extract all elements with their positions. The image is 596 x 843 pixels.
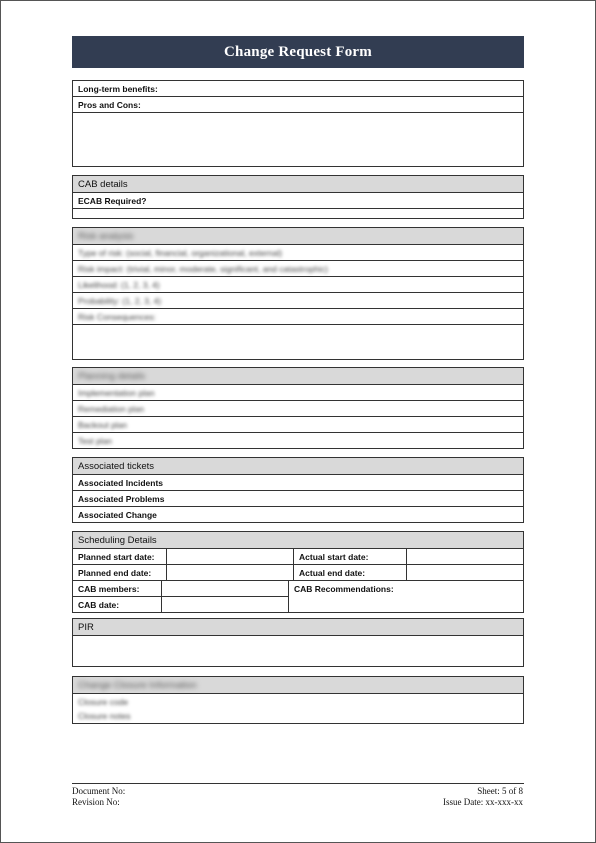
pir-table	[72, 618, 524, 667]
scheduling-table	[72, 531, 524, 613]
implementation-plan-text: Implementation plan	[78, 387, 155, 398]
risk-impact-row	[73, 261, 523, 277]
cab-recommendations-label[interactable]: CAB Recommendations:	[294, 584, 394, 594]
plans-table	[72, 367, 524, 449]
closure-notes-row	[73, 709, 523, 723]
pir-header: PIR	[73, 619, 523, 636]
ecab-required-label: ECAB Required?	[73, 193, 523, 209]
cab-row	[73, 581, 523, 612]
closure-header-text: Change Closure Information	[78, 679, 197, 691]
benefits-table	[72, 80, 524, 167]
implementation-plan-row	[73, 385, 523, 401]
issue-date: Issue Date: xx-xxx-xx	[443, 797, 523, 807]
actual-start-label: Actual start date:	[294, 549, 407, 564]
planned-start-field[interactable]	[167, 549, 294, 564]
backout-plan-row	[73, 417, 523, 433]
revision-no: Revision No:	[72, 797, 120, 807]
closure-table	[72, 676, 524, 724]
cab-date-label: CAB date:	[78, 599, 120, 610]
actual-end-field[interactable]	[407, 565, 523, 580]
associated-problems-label: Associated Problems	[73, 491, 523, 507]
pir-field[interactable]	[73, 636, 523, 666]
planned-start-label: Planned start date:	[73, 549, 167, 564]
plans-header-text: Planning details	[78, 370, 146, 382]
tickets-table	[72, 457, 524, 523]
associated-change-label: Associated Change	[78, 509, 157, 520]
ecab-field[interactable]	[73, 209, 523, 218]
planned-end-field[interactable]	[167, 565, 294, 580]
scheduling-header: Scheduling Details	[73, 532, 523, 549]
risk-consequences-row	[73, 309, 523, 325]
actual-end-label: Actual end date:	[294, 565, 407, 580]
risk-header-text: Risk analysis	[78, 230, 134, 242]
plans-header	[73, 368, 523, 385]
planned-end-label: Planned end date:	[73, 565, 167, 580]
probability-row	[73, 293, 523, 309]
cab-details-table	[72, 175, 524, 219]
closure-header	[73, 677, 523, 694]
sheet-number: Sheet: 5 of 8	[477, 786, 523, 796]
cab-members-label: CAB members:	[73, 581, 161, 597]
likelihood-text: Likelihood: (1, 2, 3, 4)	[78, 279, 160, 290]
long-term-benefits-label: Long-term benefits:	[73, 81, 523, 97]
risk-impact-text: Risk impact: (trivial, minor, moderate, significant, and catastrophic)	[78, 263, 328, 274]
document-no: Document No:	[72, 786, 126, 796]
cab-details-header: CAB details	[73, 176, 523, 193]
probability-text: Probability: (1, 2, 3, 4)	[78, 295, 162, 306]
footer-divider	[72, 783, 524, 784]
cab-date-field[interactable]	[162, 597, 288, 612]
cab-fields-col	[162, 581, 289, 612]
tickets-header: Associated tickets	[73, 458, 523, 475]
cab-labels-col	[73, 581, 162, 612]
remediation-plan-row	[73, 401, 523, 417]
form-title: Change Request Form	[72, 36, 524, 68]
cab-members-field[interactable]	[162, 581, 288, 597]
risk-type-text: Type of risk: (social, financial, organizational, external)	[78, 247, 283, 258]
likelihood-row	[73, 277, 523, 293]
pros-cons-label: Pros and Cons:	[73, 97, 523, 113]
test-plan-row	[73, 433, 523, 448]
start-date-row	[73, 549, 523, 565]
test-plan-text: Test plan	[78, 435, 113, 446]
associated-incidents-label: Associated Incidents	[73, 475, 523, 491]
closure-code-row	[73, 694, 523, 709]
risk-header	[73, 228, 523, 245]
closure-notes-text: Closure notes	[78, 711, 131, 721]
risk-notes-field[interactable]	[73, 325, 523, 359]
risk-table	[72, 227, 524, 360]
backout-plan-text: Backout plan	[78, 419, 128, 430]
pros-cons-field[interactable]	[73, 113, 523, 166]
risk-consequences-text: Risk Consequences:	[78, 311, 156, 322]
actual-start-field[interactable]	[407, 549, 523, 564]
remediation-plan-text: Remediation plan	[78, 403, 145, 414]
risk-type-row	[73, 245, 523, 261]
end-date-row	[73, 565, 523, 581]
closure-code-text: Closure code	[78, 696, 129, 707]
